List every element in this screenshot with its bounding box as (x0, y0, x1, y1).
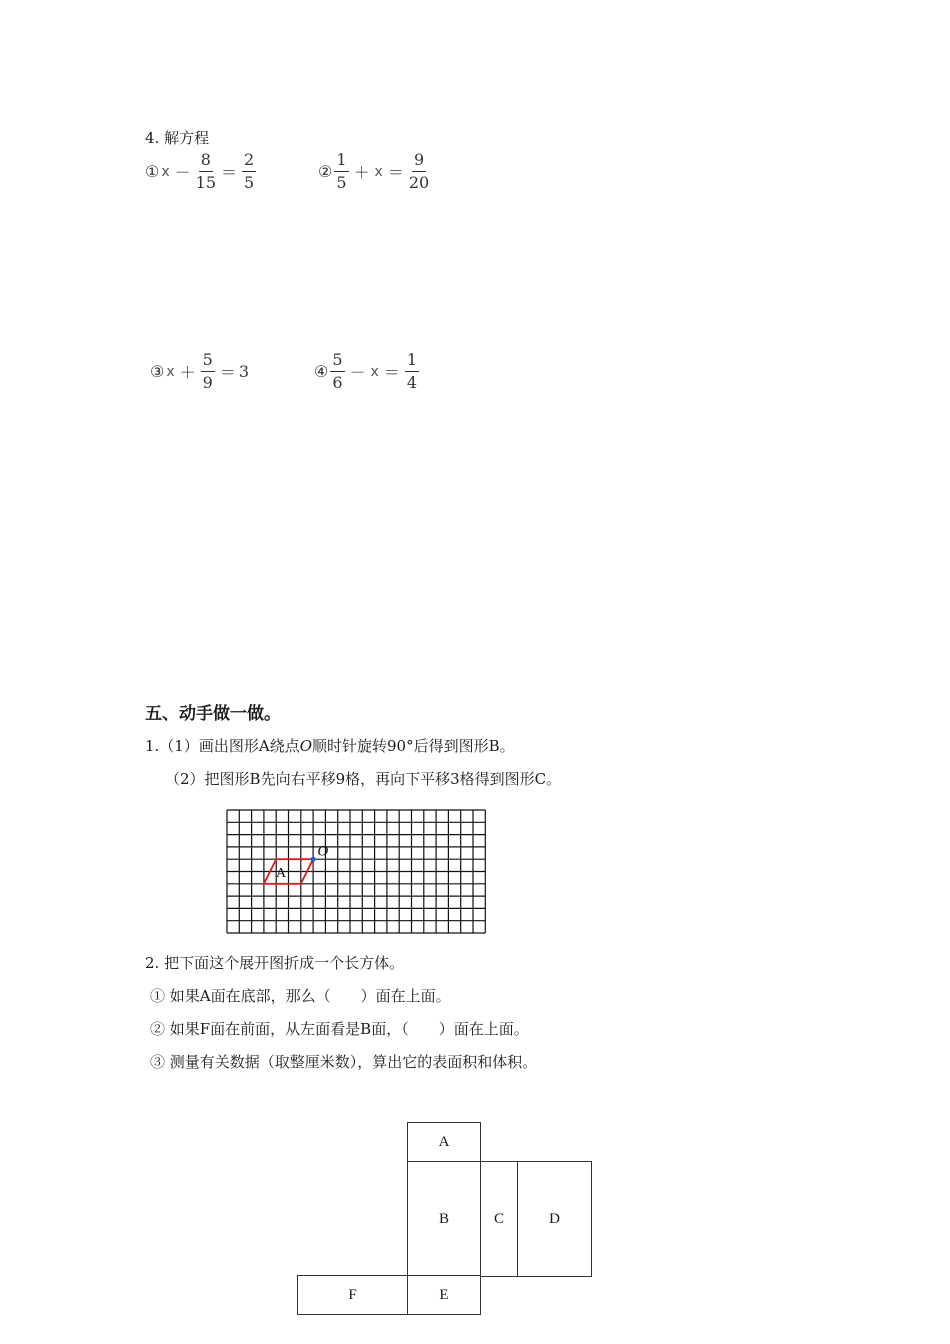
operator: － (349, 363, 366, 382)
fraction (409, 152, 429, 191)
q1-point-label: O (299, 737, 313, 755)
numerator: 9 (412, 152, 426, 172)
equation-marker: ④ (314, 362, 329, 381)
fraction (196, 152, 216, 191)
q1-text-rest: 顺时针旋转90°后得到图形B。 (312, 737, 515, 755)
variable: x (370, 363, 379, 380)
denominator: 5 (336, 173, 347, 192)
equals-sign: ＝ (383, 363, 400, 382)
question-1-line-1 (145, 735, 515, 756)
variable: x (166, 363, 175, 380)
denominator: 15 (195, 173, 217, 192)
denominator: 4 (406, 373, 418, 392)
equation-2 (318, 152, 431, 191)
denominator: 20 (408, 173, 430, 192)
operator: ＋ (179, 363, 196, 382)
equation-marker: ① (145, 162, 160, 181)
net-face-c: C (480, 1161, 518, 1277)
section-title: 4. 解方程 (145, 129, 210, 147)
numerator: 5 (330, 352, 344, 372)
numerator: 1 (334, 152, 348, 172)
right-hand-side: 3 (238, 362, 250, 381)
section-heading: 五、动手做一做。 (145, 704, 281, 724)
net-face-b: B (407, 1161, 481, 1277)
denominator: 5 (244, 173, 255, 192)
equation-1 (145, 152, 258, 191)
numerator: 5 (201, 352, 215, 372)
net-face-d: D (517, 1161, 592, 1277)
net-face-e: E (407, 1275, 481, 1315)
net-face-a: A (407, 1122, 481, 1162)
question-2-line-4: ③ 测量有关数据（取整厘米数），算出它的表面积和体积。 (150, 1053, 538, 1071)
fraction (405, 352, 419, 391)
square-grid[interactable] (222, 805, 492, 945)
numerator: 2 (242, 152, 256, 172)
equation-4 (314, 352, 421, 391)
operator: ＋ (353, 163, 370, 182)
denominator: 9 (202, 373, 213, 392)
point-o (311, 857, 316, 862)
variable: x (161, 163, 170, 180)
point-o-label: O (317, 843, 329, 860)
equals-sign: ＝ (387, 163, 404, 182)
fraction (330, 352, 344, 391)
operator: － (174, 163, 191, 182)
question-1-line-2: （2）把图形B先向右平移9格，再向下平移3格得到图形C。 (165, 770, 562, 788)
equation-3 (150, 352, 249, 391)
question-2-line-3: ② 如果F面在前面，从左面看是B面，（ ）面在上面。 (150, 1020, 529, 1038)
equation-marker: ③ (150, 362, 165, 381)
equation-marker: ② (318, 162, 333, 181)
numerator: 1 (405, 352, 419, 372)
question-2-line-1: 2. 把下面这个展开图折成一个长方体。 (145, 954, 405, 972)
denominator: 6 (332, 373, 343, 392)
numerator: 8 (199, 152, 213, 172)
shape-a-label: A (276, 866, 287, 882)
equals-sign: ＝ (221, 163, 238, 182)
question-2-line-2: ① 如果A面在底部，那么（ ）面在上面。 (150, 987, 451, 1005)
net-face-f: F (297, 1275, 408, 1315)
fraction (201, 352, 215, 391)
fraction (334, 152, 348, 191)
variable: x (374, 163, 383, 180)
q1-text-start: 1.（1）画出图形A绕点 (145, 737, 300, 755)
fraction (242, 152, 256, 191)
equals-sign: ＝ (219, 363, 236, 382)
